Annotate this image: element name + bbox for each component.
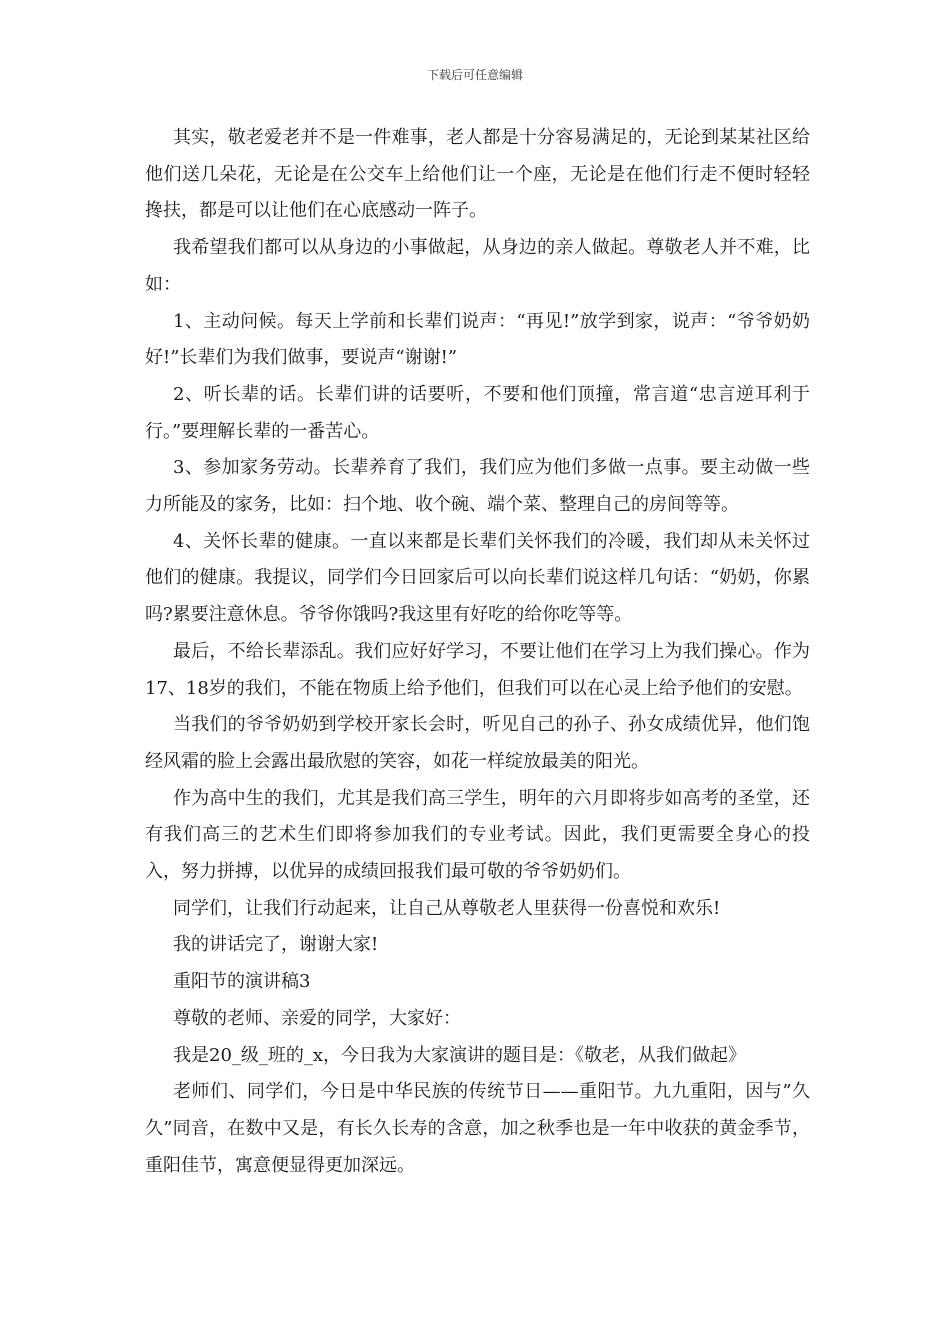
paragraph: 3、参加家务劳动。长辈养育了我们，我们应为他们多做一点事。要主动做一些力所能及的家务，比如：扫个地、收个碗、端个菜、整理自己的房间等等。 [145,457,810,516]
paragraph: 我的讲话完了，谢谢大家! [173,934,379,956]
paragraph: 我是20_级_班的_x，今日我为大家演讲的题目是：《敬老，从我们做起》 [173,1044,747,1066]
paragraph: 2、听长辈的话。长辈们讲的话要听，不要和他们顶撞，常言道“忠言逆耳利于行。”要理解长辈的一番苦心。 [145,383,810,442]
paragraph: 其实，敬老爱老并不是一件难事，老人都是十分容易满足的，无论到某某社区给他们送几朵花，无论是在公交车上给他们让一个座，无论是在他们行走不便时轻轻搀扶，都是可以让他们在心底感动一阵子。 [145,127,810,222]
page-header: 下载后可任意编辑 [426,68,523,82]
paragraph: 4、关怀长辈的健康。一直以来都是长辈们关怀我们的冷暖，我们却从未关怀过他们的健康。我提议，同学们今日回家后可以向长辈们说这样几句话：“奶奶，你累吗?累要注意休息。爷爷你饿吗?我这里有好吃的给你吃等等。 [145,530,810,626]
section-heading: 重阳节的演讲稿3 [173,971,311,993]
paragraph: 最后，不给长辈添乱。我们应好好学习，不要让他们在学习上为我们操心。作为17、18岁的我们，不能在物质上给予他们，但我们可以在心灵上给予他们的安慰。 [145,640,810,699]
paragraph: 作为高中生的我们，尤其是我们高三学生，明年的六月即将步如高考的圣堂，还有我们高三的艺术生们即将参加我们的专业考试。因此，我们更需要全身心的投入，努力拼搏，以优异的成绩回报我们最可敬的爷爷奶奶们。 [145,787,810,883]
paragraph: 我希望我们都可以从身边的小事做起，从身边的亲人做起。尊敬老人并不难，比如： [145,237,810,295]
paragraph: 同学们，让我们行动起来，让自己从尊敬老人里获得一份喜悦和欢乐! [173,897,721,919]
paragraph: 1、主动问候。每天上学前和长辈们说声：“再见!”放学到家，说声：“爷爷奶奶好!”长辈们为我们做事，要说声“谢谢!” [145,310,810,369]
document-body [145,120,810,1184]
paragraph: 当我们的爷爷奶奶到学校开家长会时，听见自己的孙子、孙女成绩优异，他们饱经风霜的脸上会露出最欣慰的笑容，如花一样绽放最美的阳光。 [145,714,810,772]
paragraph: 老师们、同学们，今日是中华民族的传统节日——重阳节。九九重阳，因与”久久”同音，在数中又是，有长久长寿的含意，加之秋季也是一年中收获的黄金季节，重阳佳节，寓意便显得更加深远。 [145,1081,810,1176]
salutation: 尊敬的老师、亲爱的同学，大家好： [173,1007,461,1029]
